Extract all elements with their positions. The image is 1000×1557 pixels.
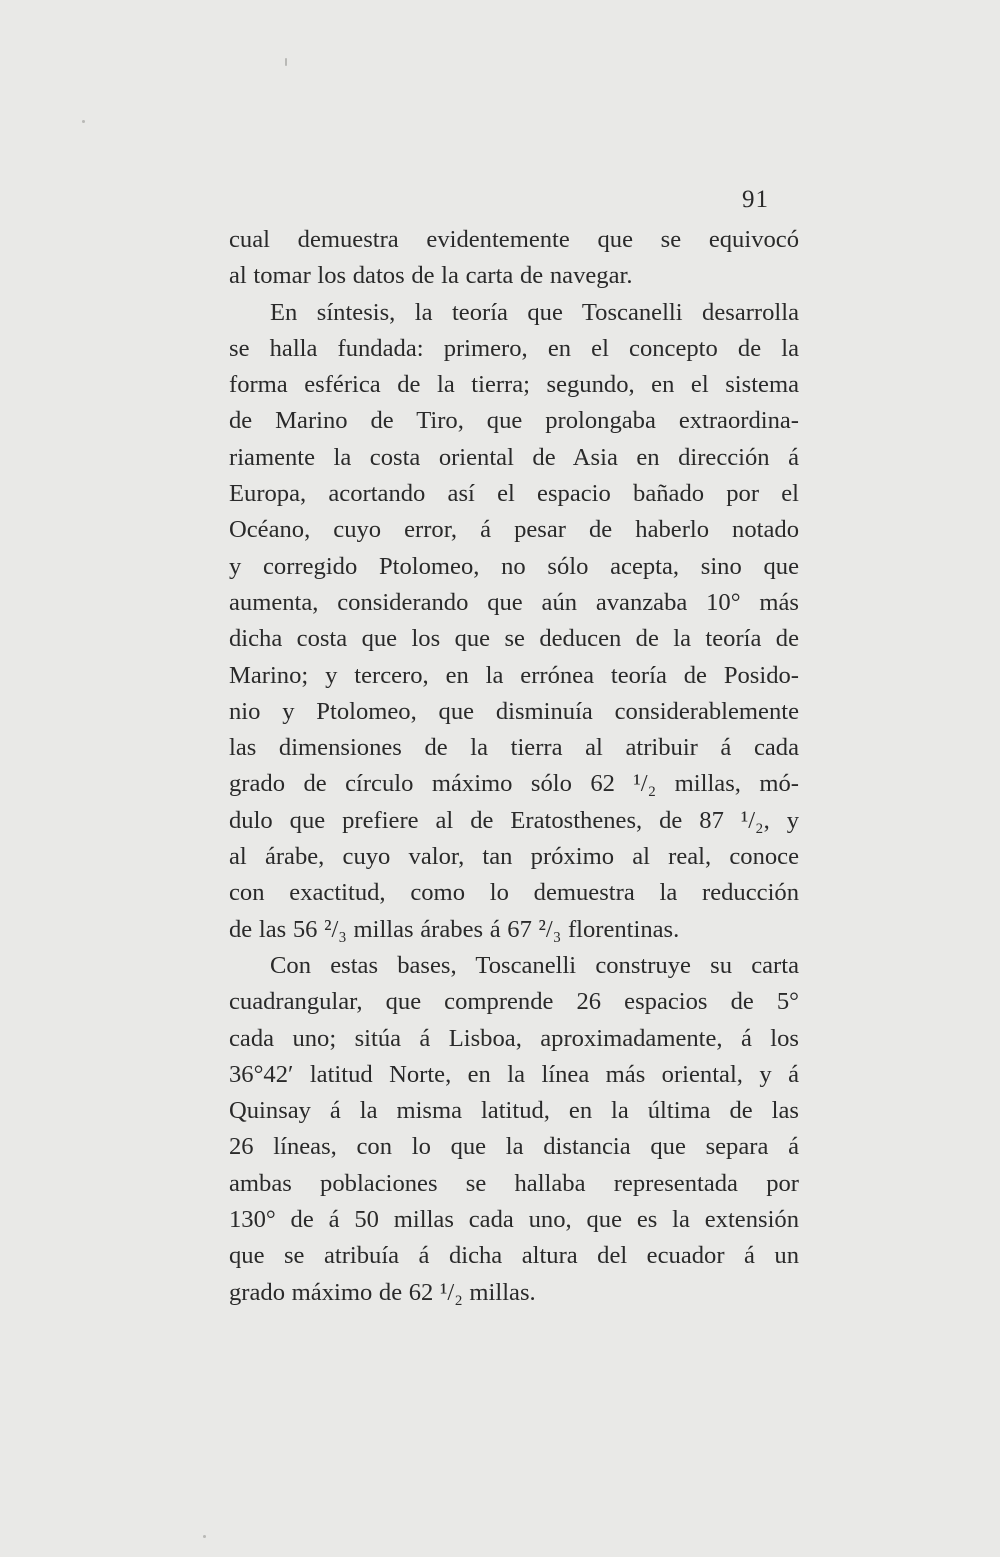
text-line: ambas poblaciones se hallaba representada por xyxy=(229,1169,799,1197)
text-line: forma esférica de la tierra; segundo, en el sistema xyxy=(229,371,799,399)
text-line: dicha costa que los que se deducen de la teoría de xyxy=(229,625,799,653)
paragraph xyxy=(229,295,799,948)
text-line: 26 líneas, con lo que la distancia que separa á xyxy=(229,1133,799,1161)
text-line: Marino; y tercero, en la errónea teoría de Posido- xyxy=(229,661,799,689)
paper-speck xyxy=(285,58,287,66)
body-text xyxy=(229,222,799,1311)
text-line: En síntesis, la teoría que Toscanelli desarrolla xyxy=(270,298,799,326)
paragraph xyxy=(229,222,799,295)
paper-speck xyxy=(203,1535,206,1538)
text-line: Quinsay á la misma latitud, en la última de las xyxy=(229,1097,799,1125)
text-line: nio y Ptolomeo, que disminuía considerablemente xyxy=(229,697,799,725)
text-line: de las 56 ²/₃ millas árabes á 67 ²/₃ florentinas. xyxy=(229,915,680,943)
text-line: aumenta, considerando que aún avanzaba 10° más xyxy=(229,588,799,616)
text-line: cada uno; sitúa á Lisboa, aproximadamente, á los xyxy=(229,1024,799,1052)
text-line: Océano, cuyo error, á pesar de haberlo notado xyxy=(229,516,799,544)
text-line: las dimensiones de la tierra al atribuir á cada xyxy=(229,734,799,762)
text-line: grado de círculo máximo sólo 62 ¹/₂ millas, mó- xyxy=(229,770,799,798)
text-line: cual demuestra evidentemente que se equivocó xyxy=(229,226,799,253)
text-line: de Marino de Tiro, que prolongaba extraordina- xyxy=(229,407,799,435)
text-line: se halla fundada: primero, en el concepto de la xyxy=(229,334,799,362)
text-line: al árabe, cuyo valor, tan próximo al real, conoce xyxy=(229,843,799,871)
paragraph xyxy=(229,948,799,1311)
text-line: dulo que prefiere al de Eratosthenes, de 87 ¹/₂, y xyxy=(229,806,799,834)
paper-speck xyxy=(82,120,85,123)
text-line: 36°42′ latitud Norte, en la línea más oriental, y á xyxy=(229,1060,799,1088)
page-number: 91 xyxy=(742,186,769,213)
text-line: y corregido Ptolomeo, no sólo acepta, sino que xyxy=(229,552,799,580)
text-line: con exactitud, como lo demuestra la reducción xyxy=(229,879,799,907)
text-line: riamente la costa oriental de Asia en dirección á xyxy=(229,443,799,471)
text-line: Europa, acortando así el espacio bañado por el xyxy=(229,480,799,508)
text-line: grado máximo de 62 ¹/₂ millas. xyxy=(229,1278,536,1306)
text-line: Con estas bases, Toscanelli construye su carta xyxy=(270,951,799,979)
text-line: al tomar los datos de la carta de navegar. xyxy=(229,262,633,290)
text-line: que se atribuía á dicha altura del ecuador á un xyxy=(229,1242,799,1270)
text-line: 130° de á 50 millas cada uno, que es la extensión xyxy=(229,1206,799,1234)
text-line: cuadrangular, que comprende 26 espacios de 5° xyxy=(229,988,799,1016)
